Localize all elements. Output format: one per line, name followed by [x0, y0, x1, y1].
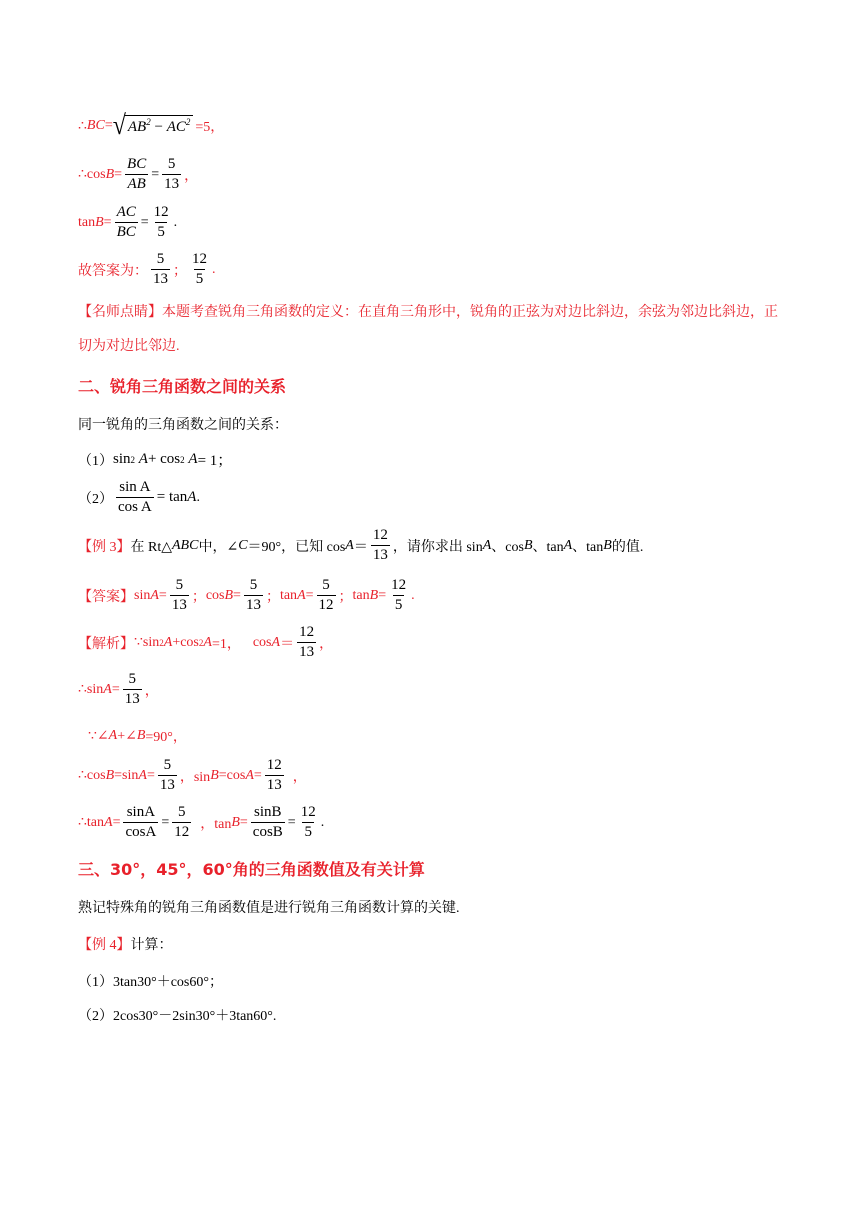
- tan-prefix: tan: [78, 214, 96, 230]
- result-5: =5，: [195, 120, 225, 135]
- pre: ∴sin: [78, 682, 104, 697]
- numerator: 5: [249, 577, 258, 593]
- label-1: （1）: [78, 453, 113, 469]
- b: B: [105, 767, 115, 783]
- e2: =: [233, 587, 241, 603]
- a2: A: [203, 634, 212, 650]
- relation-1: （1） sin 2 A + cos 2 A = 1；: [78, 451, 233, 469]
- denominator: cosA: [125, 824, 157, 840]
- denominator: 5: [304, 824, 312, 840]
- e1: =: [158, 587, 167, 603]
- solution-5: [78, 803, 324, 842]
- equals: =: [114, 166, 123, 182]
- v2: B: [224, 587, 234, 603]
- numerator: 12: [391, 577, 407, 593]
- a: A: [108, 728, 118, 743]
- mid: ，sin: [179, 769, 211, 785]
- eq3: =cos: [218, 767, 246, 783]
- numerator: 5: [128, 671, 136, 687]
- abc: ABC: [172, 537, 199, 553]
- label-2: （2）: [78, 491, 113, 507]
- pre: ∴cos: [78, 768, 106, 783]
- fraction-5-13: [162, 155, 181, 194]
- denominator: 13: [245, 597, 261, 613]
- numerator: BC: [127, 156, 147, 172]
- t2: 中，∠: [198, 539, 239, 555]
- p3: tan: [279, 587, 298, 603]
- therefore-symbol: ∴: [78, 118, 87, 134]
- p2: cos: [205, 587, 225, 603]
- fraction-sina-cosa: [123, 803, 158, 842]
- t9: 的值.: [611, 539, 644, 555]
- t1: ∵sin: [134, 635, 160, 650]
- s3: ；: [338, 589, 353, 605]
- relation-2: [78, 478, 200, 517]
- post: ，: [144, 683, 159, 699]
- period: .: [173, 214, 178, 230]
- t6: 、cos: [491, 539, 524, 555]
- numerator: sinB: [254, 804, 282, 820]
- var-bc: BC: [86, 118, 105, 133]
- denominator: AB: [127, 176, 146, 192]
- b2: B: [603, 537, 612, 553]
- sin: sin: [113, 451, 131, 467]
- solution-tag: 【解析】: [78, 636, 134, 652]
- equals2: =: [140, 214, 149, 230]
- exp-2a: 2: [146, 116, 151, 127]
- fraction-b: [244, 576, 263, 615]
- post: ，: [292, 769, 307, 785]
- eq3: =: [239, 814, 248, 830]
- b: B: [231, 814, 240, 830]
- a3: A: [271, 634, 281, 650]
- eq2: =: [161, 814, 170, 830]
- fraction-sin-cos: [116, 478, 154, 517]
- solution-2: [78, 670, 159, 709]
- a3: A: [563, 537, 573, 553]
- t6: ，: [319, 636, 334, 652]
- answer-3: [78, 576, 415, 615]
- t5: ＝: [280, 636, 295, 652]
- eq: =: [111, 681, 120, 697]
- numerator: 12: [372, 527, 388, 543]
- fraction-5-13: [158, 756, 177, 795]
- period: .: [411, 587, 415, 603]
- p4: tan: [352, 587, 370, 603]
- section-heading-3: 三、30°，45°，60°角的三角函数值及有关计算: [78, 860, 425, 879]
- a: A: [345, 537, 354, 553]
- answer-label: 故答案为：: [78, 263, 148, 279]
- v3: A: [297, 587, 306, 603]
- a2: A: [482, 537, 492, 553]
- var-b: B: [95, 214, 104, 230]
- v1: A: [150, 587, 159, 603]
- rad-ab: AB: [127, 118, 147, 135]
- eq2: =: [146, 767, 155, 783]
- denominator: 12: [318, 597, 334, 613]
- var-a2: A: [188, 451, 198, 467]
- eq: =sin: [114, 767, 139, 783]
- example-tag: 【例 4】: [78, 938, 131, 953]
- e3: =: [305, 587, 314, 603]
- fraction-5-13: [151, 250, 170, 289]
- fraction-12-13: [371, 526, 390, 565]
- denominator: 13: [153, 271, 168, 287]
- s2: ；: [265, 589, 280, 605]
- numerator: 5: [167, 156, 176, 172]
- equals-one: = 1；: [197, 453, 233, 469]
- plus-cos: + cos: [147, 451, 181, 467]
- a: A: [138, 767, 147, 783]
- fraction-ac-bc: [115, 203, 138, 242]
- denominator: 5: [195, 271, 204, 287]
- answer-tag: 【答案】: [78, 589, 134, 605]
- t7: 、tan: [532, 539, 564, 555]
- example-text: 计算：: [130, 938, 173, 953]
- denominator: 12: [174, 824, 190, 840]
- numerator: 12: [192, 251, 207, 267]
- numerator: 5: [156, 251, 165, 267]
- var-a: A: [138, 451, 148, 467]
- var-b: B: [105, 166, 115, 182]
- v4: B: [369, 587, 379, 603]
- plus: +∠: [117, 728, 137, 744]
- equals-tan: = tan: [156, 489, 188, 505]
- period: .: [212, 261, 216, 277]
- example-3: [78, 526, 643, 565]
- equals: =: [104, 118, 113, 133]
- equals: =: [103, 214, 112, 230]
- denominator: 5: [157, 224, 165, 240]
- denominator: cos A: [118, 499, 152, 515]
- numerator: AC: [116, 204, 136, 220]
- t4: ＝: [353, 539, 368, 555]
- numerator: sinA: [126, 804, 156, 820]
- denominator: 13: [266, 777, 282, 793]
- numerator: 5: [175, 577, 184, 593]
- tip-tag: 【名师点睛】: [78, 305, 162, 320]
- fraction-c: [317, 576, 336, 615]
- numerator: 5: [177, 804, 186, 820]
- fraction-12-5: [152, 203, 171, 242]
- solution-3: [88, 726, 187, 746]
- comma: ，: [184, 168, 199, 184]
- fraction-5-13: [123, 670, 142, 709]
- pre: ∴tan: [78, 815, 105, 830]
- tip-text: 本题考查锐角三角函数的定义：在直角三角形中，锐角的正弦为对边比斜边，余弦为邻边比斜边，正切为对边比邻边.: [78, 305, 778, 354]
- radical-sign: √: [112, 111, 126, 141]
- numerator: 12: [153, 204, 169, 220]
- t3: ＝90°，已知 cos: [247, 539, 346, 555]
- sqrt-expression: [112, 111, 194, 141]
- example-4: [78, 934, 173, 954]
- fraction-12-13: [265, 756, 284, 795]
- cosb-line: [78, 155, 198, 194]
- denominator: 5: [394, 597, 403, 613]
- denominator: BC: [116, 224, 136, 240]
- bc-formula-line: [78, 111, 225, 141]
- section-heading-2: 二、锐角三角函数之间的关系: [78, 377, 287, 396]
- text: ∵∠: [88, 728, 109, 744]
- fraction-sinb-cosb: [251, 803, 285, 842]
- equals2: =: [151, 166, 160, 182]
- special-angles-note: 熟记特殊角的锐角三角函数值是进行锐角三角函数计算的关键.: [78, 901, 460, 916]
- e4: =: [378, 587, 387, 603]
- solution-4: [78, 756, 307, 795]
- denominator: 13: [159, 777, 175, 793]
- eq4: =: [253, 767, 262, 783]
- fraction-5-12: [172, 803, 191, 842]
- denominator: 13: [372, 547, 388, 563]
- solution-1: 【解析】 ∵sin 2 A +cos 2 A =1， cos A ＝ $\frac{12}{13}$ ，: [78, 624, 334, 660]
- denominator: 13: [164, 176, 180, 192]
- t5: ，请你求出 sin: [392, 539, 483, 555]
- numerator: sin A: [119, 479, 151, 495]
- b2: B: [210, 767, 219, 783]
- denominator: 13: [299, 644, 315, 660]
- separator: ；: [173, 263, 187, 279]
- denominator: 13: [171, 597, 187, 613]
- denominator: 13: [124, 691, 140, 707]
- var: A: [103, 681, 112, 697]
- numerator: 5: [322, 577, 330, 593]
- fraction-12-13: [297, 623, 316, 662]
- b: B: [136, 728, 146, 743]
- numerator: 12: [299, 624, 315, 640]
- eq4: =: [287, 814, 296, 830]
- problem-2: （2）2cos30°－2sin30°＋3tan60°.: [78, 1009, 277, 1024]
- post: =90°，: [145, 730, 187, 745]
- eq: =: [112, 814, 121, 830]
- t8: 、tan: [572, 539, 604, 555]
- answer-line: [78, 250, 216, 289]
- period: .: [196, 489, 200, 505]
- a2: A: [245, 767, 254, 783]
- tanb-line: [78, 203, 177, 242]
- numerator: 12: [266, 757, 282, 773]
- numerator: 12: [300, 804, 316, 820]
- fraction-bc-ab: [125, 155, 148, 194]
- denominator: cosB: [252, 824, 283, 840]
- var-a: A: [187, 489, 197, 505]
- exp-2b: 2: [185, 116, 191, 127]
- a1: A: [163, 634, 173, 650]
- p1: sin: [134, 587, 151, 603]
- relation-intro: 同一锐角的三角函数之间的关系：: [78, 418, 288, 433]
- fraction-a: [170, 576, 189, 615]
- problem-1: （1）3tan30°＋cos60°；: [78, 975, 223, 990]
- t2: +cos: [172, 634, 199, 650]
- t3: =1，: [211, 636, 241, 652]
- s1: ；: [191, 589, 206, 605]
- cos-prefix: ∴cos: [78, 167, 106, 182]
- mid: ，tan: [200, 816, 232, 832]
- minus: −: [150, 118, 167, 135]
- period: .: [320, 814, 325, 830]
- t1: 在 Rt△: [130, 539, 172, 555]
- a: A: [104, 814, 113, 830]
- t4: cos: [252, 634, 272, 650]
- c: C: [238, 537, 248, 553]
- example-tag: 【例 3】: [78, 539, 131, 555]
- fraction-12-5: [190, 250, 209, 289]
- teacher-tip: [78, 296, 788, 364]
- numerator: 5: [163, 757, 172, 773]
- fraction-d: [389, 576, 408, 615]
- b: B: [523, 537, 533, 553]
- fraction-12-5: [299, 803, 318, 842]
- rad-ac: AC: [166, 118, 186, 135]
